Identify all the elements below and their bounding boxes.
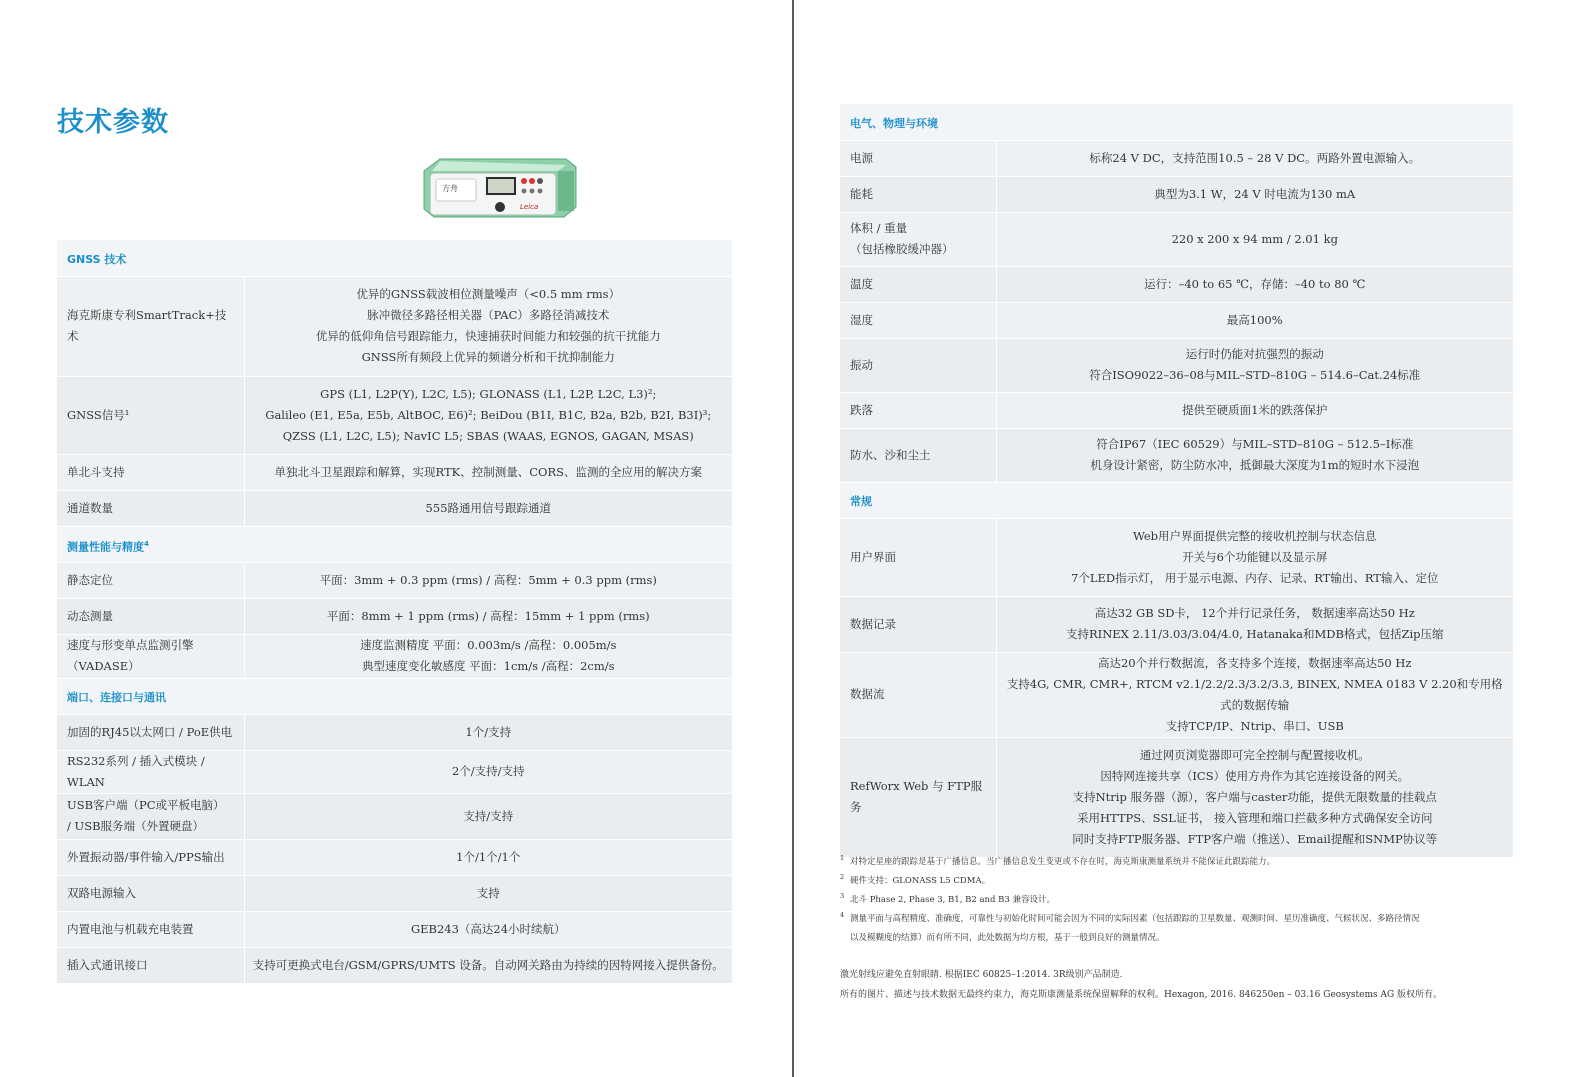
spec-value-line: 支持可更换式电台/GSM/GPRS/UMTS 设备。自动网关路由为持续的因特网接入提供备份。 — [252, 957, 724, 972]
spec-value-line: 平面：8mm + 1 ppm (rms) / 高程：15mm + 1 ppm (rms) — [326, 608, 650, 623]
spec-value-line: QZSS (L1, L2C, L5); NavIC L5; SBAS (WAAS, EGNOS, GAGAN, MSAS) — [282, 428, 694, 443]
spec-value — [996, 338, 1513, 392]
spec-value-line: 同时支持FTP服务器、FTP客户端（推送）、Email提醒和SNMP协议等 — [1072, 831, 1438, 846]
spec-value-line: 单独北斗卫星跟踪和解算，实现RTK、控制测量、CORS、监测的全应用的解决方案 — [274, 464, 702, 479]
spec-value-line: 支持4G, CMR, CMR+, RTCM v2.1/2.2/2.3/3.2/3.3, BINEX, NMEA 0183 V 2.20和专用格式的数据传输 — [1006, 676, 1503, 712]
left-spec-row — [57, 947, 732, 983]
spec-label-line: 湿度 — [850, 312, 873, 327]
spec-value-line: 脉冲微径多路径相关器（PAC）多路径消减技术 — [367, 308, 610, 322]
spec-label-line: 外置振动器/事件输入/PPS输出 — [67, 849, 225, 864]
right-spec-row — [840, 737, 1513, 857]
spec-value-line: 220 x 200 x 94 mm / 2.01 kg — [1171, 231, 1338, 246]
footnotes — [840, 853, 1515, 948]
spec-value-line: Web用户界面提供完整的接收机控制与状态信息 — [1132, 528, 1377, 543]
right-spec-row — [840, 518, 1513, 596]
section-title: 常规 — [850, 495, 872, 508]
spec-value-line: 支持TCP/IP、Ntrip、串口、USB — [1165, 718, 1344, 733]
spec-value-line: 开关与6个功能键以及显示屏 — [1182, 549, 1328, 564]
spec-label — [840, 428, 996, 482]
device-brand-text: 方舟 — [442, 184, 458, 193]
spec-value — [996, 392, 1513, 428]
spec-value — [244, 750, 732, 793]
legal-notice — [840, 965, 1540, 1005]
spec-value-line: 符合ISO9022–36–08与MIL–STD–810G – 514.6–Cat.24标准 — [1089, 368, 1421, 382]
spec-value — [244, 376, 732, 454]
spec-value-line: GPS (L1, L2P(Y), L2C, L5); GLONASS (L1, L2P, L2C, L3)²; — [320, 386, 657, 401]
spec-label — [840, 212, 996, 266]
spec-value-line: 典型为3.1 W，24 V 时电流为130 mA — [1154, 186, 1356, 201]
footnote-text: 对特定星座的跟踪是基于广播信息。当广播信息发生变更或不存在时，海克斯康测量系统并不能保证此跟踪能力。 — [850, 857, 1276, 867]
right-spec-row — [840, 212, 1513, 266]
left-spec-row — [57, 376, 732, 454]
spec-value-line: 555路通用信号跟踪通道 — [425, 500, 551, 515]
spec-label-line: 双路电源输入 — [67, 885, 136, 900]
spec-label — [840, 266, 996, 302]
spec-label — [57, 276, 244, 376]
footnote-text: 以及模糊度的结算）而有所不同，此处数据为均方根，基于一般到良好的测量情况。 — [850, 933, 1165, 943]
footnote — [840, 910, 1515, 929]
left-spec-row — [57, 875, 732, 911]
spec-label — [57, 634, 244, 678]
spec-value — [244, 454, 732, 490]
spec-value — [244, 793, 732, 839]
footnote-marker: 4 — [144, 539, 149, 548]
footnote — [840, 872, 1515, 891]
spec-value-line: 运行时仍能对抗强烈的振动 — [1185, 347, 1324, 361]
right-spec-row — [840, 266, 1513, 302]
spec-value — [244, 490, 732, 526]
page-divider — [792, 0, 794, 1077]
spec-value — [996, 176, 1513, 212]
footnote — [840, 853, 1515, 872]
legal-line: 激光射线应避免直射眼睛. 根据IEC 60825–1:2014. 3R级别产品制造. — [840, 970, 1123, 980]
spec-value-line: 高达32 GB SD卡， 12个并行记录任务， 数据速率高达50 Hz — [1094, 606, 1415, 620]
spec-value — [244, 911, 732, 947]
spec-value-line: 支持RINEX 2.11/3.03/3.04/4.0, Hatanaka和MDB格式，包括Zip压缩 — [1066, 627, 1444, 641]
spec-label — [840, 518, 996, 596]
right-section-header — [840, 482, 1513, 518]
section-title: GNSS 技术 — [67, 252, 127, 266]
right-spec-row — [840, 302, 1513, 338]
spec-label-line: 速度与形变单点监测引擎 — [67, 638, 194, 652]
left-spec-table — [57, 240, 732, 984]
spec-value — [996, 652, 1513, 737]
spec-value — [996, 596, 1513, 652]
spec-value-line: 平面：3mm + 0.3 ppm (rms) / 高程：5mm + 0.3 ppm (rms) — [319, 572, 657, 587]
left-section-header — [57, 678, 732, 714]
left-spec-row — [57, 454, 732, 490]
spec-value — [244, 598, 732, 634]
left-spec-row — [57, 793, 732, 839]
spec-label — [57, 490, 244, 526]
spec-value-line: 速度监测精度 平面：0.003m/s /高程：0.005m/s — [360, 638, 617, 652]
left-spec-row — [57, 598, 732, 634]
spec-value — [244, 634, 732, 678]
spec-value-line: 通过网页浏览器即可完全控制与配置接收机。 — [1139, 747, 1370, 762]
footnote-number: 1 — [840, 854, 845, 862]
spec-value — [244, 562, 732, 598]
spec-value — [244, 714, 732, 750]
spec-label — [840, 737, 996, 857]
spec-label — [57, 714, 244, 750]
spec-value-line: 7个LED指示灯， 用于显示电源、内存、记录、RT输出、RT输入、定位 — [1071, 570, 1439, 585]
spec-value — [244, 947, 732, 983]
spec-value-line: 优异的GNSS载波相位测量噪声（<0.5 mm rms） — [356, 287, 621, 301]
left-spec-row — [57, 634, 732, 678]
spec-label-line: 防水、沙和尘土 — [850, 447, 931, 462]
footnote — [840, 929, 1515, 948]
spec-label — [840, 392, 996, 428]
left-section-header — [57, 240, 732, 276]
spec-value-line: 机身设计紧密，防尘防水冲，抵御最大深度为1m的短时水下浸泡 — [1090, 458, 1420, 472]
spec-label — [57, 750, 244, 793]
section-title: 端口、连接口与通讯 — [67, 691, 166, 704]
spec-label-line: GNSS信号¹ — [67, 407, 130, 422]
spec-value-line: 2个/支持/支持 — [451, 764, 525, 778]
spec-value-line: 运行：–40 to 65 ℃，存储：–40 to 80 ℃ — [1144, 276, 1366, 291]
spec-label — [840, 596, 996, 652]
spec-value-line: 1个/支持 — [465, 724, 512, 739]
footnote-number: 3 — [840, 892, 845, 900]
spec-label — [57, 839, 244, 875]
spec-label-line: 动态测量 — [67, 608, 113, 623]
spec-label — [840, 652, 996, 737]
left-spec-row — [57, 911, 732, 947]
spec-label — [57, 454, 244, 490]
footnote — [840, 891, 1515, 910]
right-spec-row — [840, 338, 1513, 392]
legal-line: 所有的图片、描述与技术数据无最终约束力，海克斯康测量系统保留解释的权利。Hexagon, 2016. 846250en – 03.16 Geosystems AG 版权所有。 — [840, 990, 1443, 1000]
spec-label — [840, 302, 996, 338]
device-logo-text: Leica — [520, 203, 539, 211]
left-spec-row — [57, 562, 732, 598]
right-spec-row — [840, 140, 1513, 176]
spec-label-line: 体积 / 重量 — [850, 221, 908, 235]
spec-value — [244, 276, 732, 376]
right-spec-row — [840, 176, 1513, 212]
spec-label-line: 电源 — [850, 150, 873, 165]
left-section-header — [57, 526, 732, 562]
receiver-image — [420, 157, 580, 219]
spec-label — [840, 338, 996, 392]
right-section-header — [840, 104, 1513, 140]
spec-value — [996, 737, 1513, 857]
page-title: 技术参数 — [57, 107, 169, 138]
spec-label-line: 数据流 — [850, 687, 885, 701]
spec-value — [996, 518, 1513, 596]
spec-label-line: 静态定位 — [67, 572, 113, 587]
spec-label — [57, 911, 244, 947]
spec-label — [840, 140, 996, 176]
spec-label-line: RS232系列 / 插入式模块 / WLAN — [67, 753, 205, 789]
spec-value — [244, 839, 732, 875]
spec-value-line: 采用HTTPS、SSL证书， 接入管理和端口拦截多种方式确保安全访问 — [1076, 810, 1433, 825]
spec-label — [57, 947, 244, 983]
left-spec-row — [57, 276, 732, 376]
left-spec-row — [57, 750, 732, 793]
section-title: 测量性能与精度 — [67, 540, 144, 554]
left-spec-row — [57, 839, 732, 875]
spec-label — [57, 376, 244, 454]
spec-value — [996, 266, 1513, 302]
right-spec-row — [840, 428, 1513, 482]
spec-value-line: 标称24 V DC，支持范围10.5 – 28 V DC。两路外置电源输入。 — [1089, 150, 1421, 165]
left-spec-row — [57, 714, 732, 750]
spec-label-line: 温度 — [850, 276, 873, 291]
spec-label-line: RefWorx Web 与 FTP服务 — [850, 779, 983, 814]
spec-value — [244, 875, 732, 911]
spec-label-line: 振动 — [850, 357, 873, 372]
spec-label-line: 插入式通讯接口 — [67, 957, 148, 972]
right-spec-row — [840, 596, 1513, 652]
footnote-text: 北斗 Phase 2, Phase 3, B1, B2 and B3 兼容设计。 — [850, 895, 1055, 905]
right-spec-table — [840, 104, 1513, 858]
spec-label — [840, 176, 996, 212]
spec-value-line: 最高100% — [1226, 312, 1283, 327]
spec-label-line: 海克斯康专利SmartTrack+技术 — [67, 308, 227, 343]
spec-label-line: USB客户端（PC或平板电脑） — [67, 798, 225, 812]
right-spec-row — [840, 652, 1513, 737]
spec-value-line: 符合IP67（IEC 60529）与MIL–STD–810G – 512.5–I标准 — [1096, 437, 1414, 451]
spec-label-line: 加固的RJ45以太网口 / PoE供电 — [67, 724, 233, 739]
spec-value-line: 优异的低仰角信号跟踪能力，快速捕获时间能力和较强的抗干扰能力 — [315, 329, 661, 343]
spec-value-line: 典型速度变化敏感度 平面：1cm/s /高程：2cm/s — [361, 659, 615, 673]
spec-label-line: 数据记录 — [850, 616, 896, 631]
spec-label — [57, 793, 244, 839]
spec-value-line: 支持 — [476, 885, 500, 900]
spec-value — [996, 428, 1513, 482]
footnote-number: 2 — [840, 873, 845, 881]
spec-label-line: 通道数量 — [67, 500, 113, 515]
spec-value-line: 高达20个并行数据流，各支持多个连接，数据速率高达50 Hz — [1097, 655, 1412, 670]
spec-label-line: （VADASE） — [67, 659, 140, 673]
spec-value — [996, 302, 1513, 338]
spec-label-line: 能耗 — [850, 186, 873, 201]
spec-value-line: 支持/支持 — [463, 808, 514, 823]
footnote-number: 4 — [840, 911, 845, 919]
left-spec-row — [57, 490, 732, 526]
footnote-text: 硬件支持：GLONASS L5 CDMA。 — [850, 876, 991, 886]
spec-value-line: Galileo (E1, E5a, E5b, AltBOC, E6)²; BeiDou (B1I, B1C, B2a, B2b, B2I, B3I)³; — [265, 407, 712, 422]
spec-value-line: 因特网连接共享（ICS）使用方舟作为其它连接设备的网关。 — [1100, 768, 1410, 783]
spec-label-line: / USB服务端（外置硬盘） — [67, 819, 205, 833]
footnote-text: 测量平面与高程精度、准确度，可靠性与初始化时间可能会因为不同的实际因素（包括跟踪的卫星数量、观测时间、星历准确度、气候状况、多路径情况 — [850, 914, 1420, 924]
spec-label — [57, 598, 244, 634]
spec-label-line: 用户界面 — [850, 549, 896, 564]
right-spec-row — [840, 392, 1513, 428]
spec-label-line: 内置电池与机载充电装置 — [67, 921, 194, 936]
spec-value-line: GNSS所有频段上优异的频谱分析和干扰抑制能力 — [361, 350, 615, 364]
spec-value-line: GEB243（高达24小时续航） — [410, 921, 566, 936]
spec-value-line: 支持Ntrip 服务器（源），客户端与caster功能，提供无限数量的挂载点 — [1072, 789, 1437, 804]
spec-value-line: 1个/1个/1个 — [456, 849, 521, 864]
section-title: 电气、物理与环境 — [850, 116, 938, 130]
spec-label-line: 单北斗支持 — [67, 464, 125, 479]
spec-value — [996, 140, 1513, 176]
spec-label — [57, 562, 244, 598]
spec-label-line: （包括橡胶缓冲器） — [850, 242, 954, 256]
spec-value-line: 提供至硬质面1米的跌落保护 — [1182, 402, 1328, 417]
spec-value — [996, 212, 1513, 266]
spec-label — [57, 875, 244, 911]
spec-label-line: 跌落 — [850, 402, 873, 417]
